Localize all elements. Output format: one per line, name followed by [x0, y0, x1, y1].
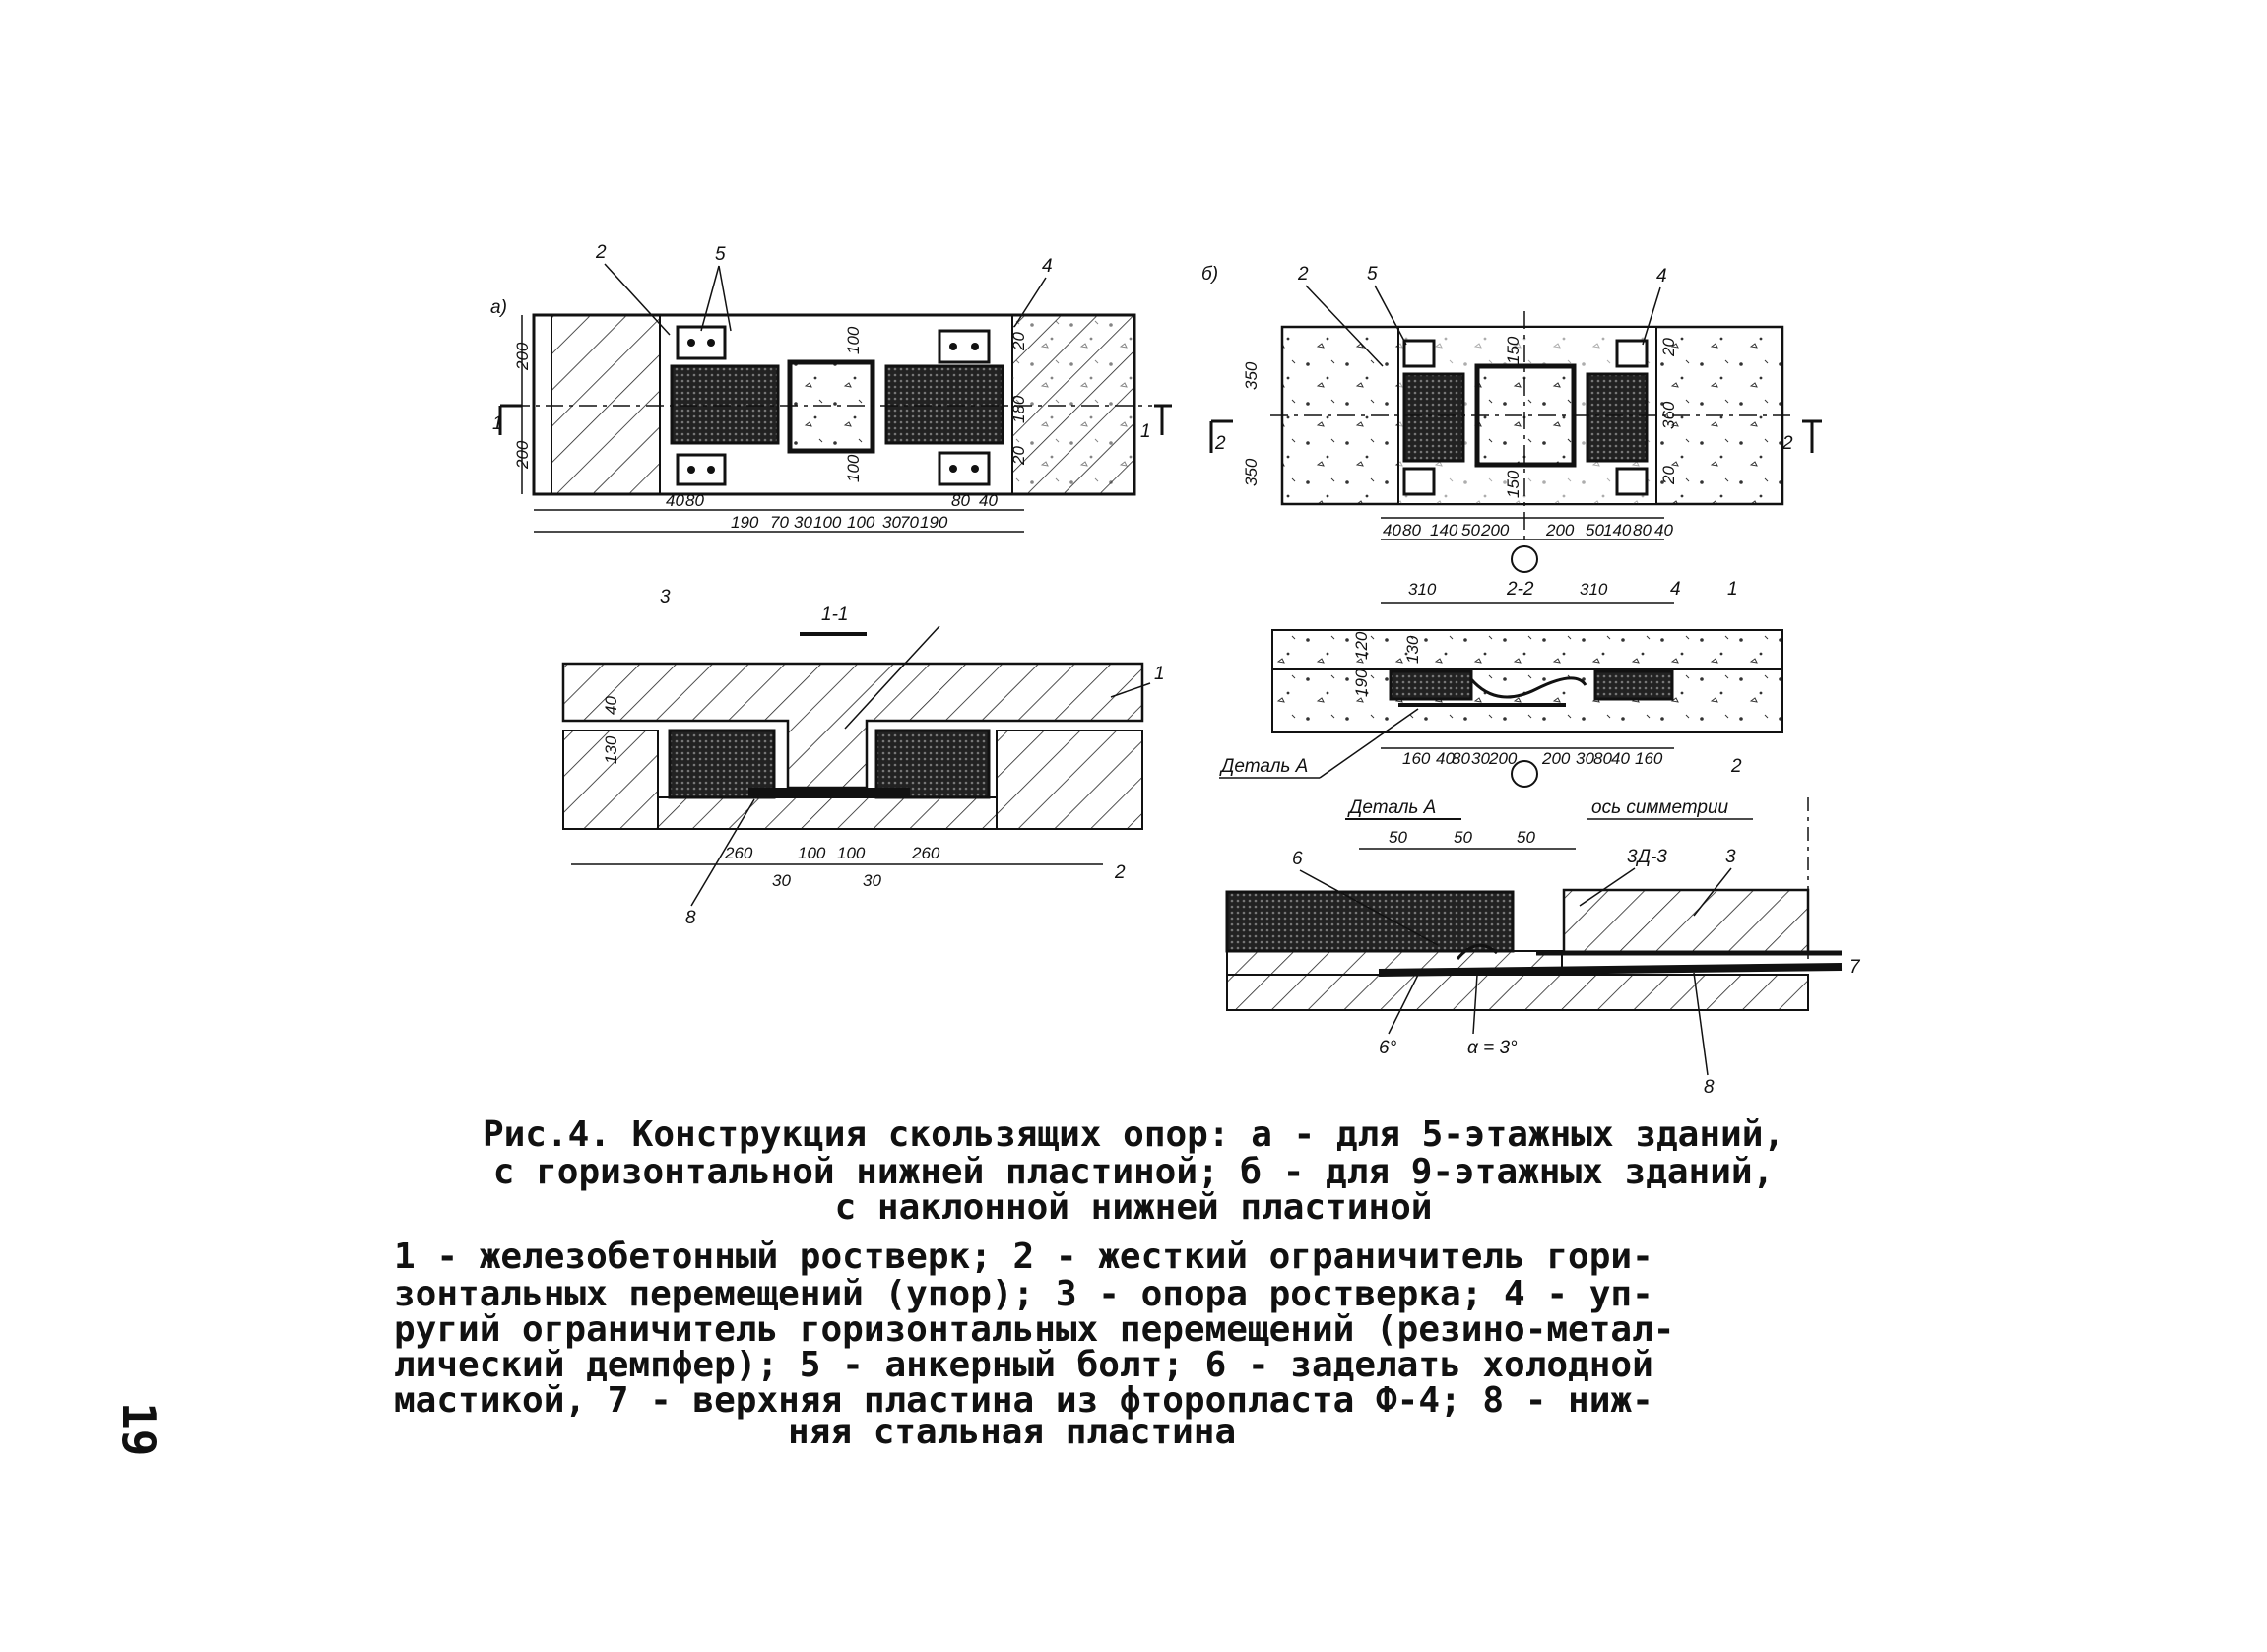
dim-s1-8: 30 [863, 871, 881, 890]
legend-line-1: 1 - железобетонный ростверк; 2 - жесткий ограничитель гори- [394, 1237, 1653, 1277]
legend-line-3: ругий ограничитель горизонтальных перемещений (резино-метал- [394, 1309, 1675, 1350]
dim-text: 140 [1603, 521, 1632, 540]
dim-text: 30 [1471, 749, 1490, 768]
callout-7-d: 7 [1849, 957, 1860, 978]
callout-3-s1: 3 [660, 587, 671, 607]
dim-a-in4: 180 [1009, 395, 1028, 423]
section-mark-1-left: 1 [492, 413, 503, 434]
damper-right-b [1587, 374, 1647, 461]
panel-a-plan [490, 242, 1172, 532]
damper-right-a [886, 366, 1003, 443]
dim-text: 70 [770, 513, 789, 532]
dim-a-in1: 100 [844, 326, 863, 354]
callout-4-b: 4 [1656, 266, 1667, 286]
steel-plate-1-1 [748, 788, 910, 797]
dim-a-in3: 20 [1009, 332, 1028, 350]
dim-s2-t2: 310 [1580, 580, 1608, 599]
dim-text: 200 [1481, 521, 1510, 540]
callout-6-d: 6 [1292, 849, 1303, 869]
dims-a-bottom [666, 491, 998, 532]
damper-left-b [1404, 374, 1463, 461]
dim-text: 30 [1576, 749, 1594, 768]
callout-1-s1: 1 [1154, 664, 1165, 684]
dim-a-v1: 200 [513, 342, 532, 370]
dim-s2-l2: 120 [1352, 631, 1371, 660]
dim-text: 80 [1633, 521, 1652, 540]
dim-a-in5: 20 [1009, 446, 1028, 465]
dim-text: 40 [979, 491, 998, 510]
callout-4-a: 4 [1042, 256, 1053, 277]
detail-a [1227, 797, 1861, 1098]
detail-a-title: Деталь А [1349, 797, 1437, 818]
legend-line-4: лический демпфер); 5 - анкерный болт; 6 - заделать холодной [394, 1345, 1653, 1385]
damper-right-2-2 [1595, 671, 1672, 699]
damper-left-1-1 [670, 731, 774, 797]
dim-b-in4: 360 [1659, 401, 1678, 429]
zd3-label: 3Д-3 [1627, 847, 1667, 867]
angle-6-label: 6° [1379, 1038, 1397, 1058]
dim-text: 40 [1654, 521, 1673, 540]
dim-text: 40 [1383, 521, 1401, 540]
central-support-a [790, 362, 873, 451]
dim-text: 200 [1489, 749, 1518, 768]
dim-b-v2: 350 [1242, 458, 1261, 486]
damper-right-1-1 [876, 731, 989, 797]
dim-text: 80 [685, 491, 704, 510]
dim-text: 140 [1430, 521, 1458, 540]
dim-a-in2: 100 [844, 454, 863, 482]
dim-s2-l3: 130 [1403, 635, 1422, 664]
panel-b-plan [1201, 264, 1822, 572]
callout-2-a: 2 [596, 242, 607, 263]
dim-text: 70 [900, 513, 919, 532]
section-1-1-title: 1-1 [821, 604, 849, 625]
callout-8-s1: 8 [685, 908, 696, 928]
dim-s2-t1: 310 [1408, 580, 1437, 599]
callout-5-b: 5 [1367, 264, 1378, 285]
dim-s2-l1: 190 [1352, 668, 1371, 697]
dim-text: 50 [1461, 521, 1480, 540]
dim-text: 100 [847, 513, 875, 532]
figure-caption-line-3: с наклонной нижней пластиной [834, 1187, 1433, 1228]
dim-text: 40 [1436, 749, 1455, 768]
callout-3-d: 3 [1725, 847, 1736, 867]
dim-detail-1: 50 [1389, 828, 1407, 847]
dim-text: 200 [1542, 749, 1571, 768]
section-mark-2-left: 2 [1215, 433, 1226, 454]
dim-text: 100 [813, 513, 842, 532]
dim-text: 190 [731, 513, 759, 532]
page-number: 19 [112, 1402, 165, 1457]
callout-2-s1: 2 [1115, 862, 1126, 883]
dim-text: 200 [1546, 521, 1575, 540]
dim-text: 190 [920, 513, 948, 532]
section-mark-1-right: 1 [1140, 421, 1151, 442]
dim-text: 30 [794, 513, 812, 532]
section-mark-2-right: 2 [1782, 433, 1793, 454]
callout-4-s2: 4 [1670, 579, 1681, 600]
dim-text: 80 [1452, 749, 1470, 768]
panel-a-label: а) [490, 297, 507, 318]
legend-line-2: зонтальных перемещений (упор); 3 - опора ростверка; 4 - уп- [394, 1274, 1653, 1314]
callout-8-d: 8 [1704, 1077, 1715, 1098]
section-2-2-title: 2-2 [1507, 579, 1534, 600]
axis-symmetry-label: ось симметрии [1591, 797, 1729, 818]
legend-line-5: мастикой, 7 - верхняя пластина из фторопласта Ф-4; 8 - ниж- [394, 1380, 1653, 1421]
dim-b-in1: 150 [1504, 336, 1522, 364]
dim-text: 80 [1402, 521, 1421, 540]
callout-2-s2: 2 [1731, 756, 1742, 777]
dim-text: 160 [1402, 749, 1431, 768]
dim-text: 80 [1593, 749, 1612, 768]
dim-text: 40 [1611, 749, 1630, 768]
dim-s1-5: 100 [837, 844, 866, 862]
dim-s1-6: 260 [912, 844, 940, 862]
dim-detail-2: 50 [1454, 828, 1472, 847]
callout-2-b: 2 [1298, 264, 1309, 285]
dim-b-in3: 20 [1659, 338, 1678, 356]
dim-b-in2: 150 [1504, 470, 1522, 498]
figure-caption-line-1: Рис.4. Конструкция скользящих опор: а - для 5-этажных зданий, [482, 1114, 1785, 1155]
callout-1-s2: 1 [1727, 579, 1738, 600]
dim-s1-4: 100 [798, 844, 826, 862]
dim-a-v2: 200 [513, 440, 532, 469]
panel-b-label: б) [1201, 264, 1219, 285]
dim-text: 80 [951, 491, 970, 510]
dim-text: 30 [882, 513, 901, 532]
damper-left-2-2 [1391, 671, 1471, 699]
dim-text: 40 [666, 491, 684, 510]
central-support-b [1477, 366, 1574, 465]
dim-s1-7: 30 [772, 871, 791, 890]
damper-detail [1227, 892, 1513, 951]
dim-b-in5: 20 [1659, 466, 1678, 484]
damper-left-a [672, 366, 778, 443]
section-1-1 [563, 587, 1165, 928]
dims-b-bottom [1383, 521, 1673, 540]
dim-b-v1: 350 [1242, 361, 1261, 390]
callout-5-a: 5 [715, 244, 726, 265]
legend-line-6: няя стальная пластина [788, 1412, 1237, 1452]
dim-detail-3: 50 [1517, 828, 1535, 847]
dim-s1-1: 130 [602, 735, 620, 764]
dim-text: 160 [1635, 749, 1663, 768]
section-2-2 [1219, 579, 1782, 787]
dim-s1-2: 40 [602, 696, 620, 715]
figure-caption-line-2: с горизонтальной нижней пластиной; б - для 9-этажных зданий, [492, 1152, 1775, 1192]
angle-alpha-label: α = 3° [1467, 1038, 1518, 1058]
dim-s1-3: 260 [725, 844, 753, 862]
dim-text: 50 [1586, 521, 1604, 540]
detail-a-callout: Деталь А [1221, 756, 1309, 777]
